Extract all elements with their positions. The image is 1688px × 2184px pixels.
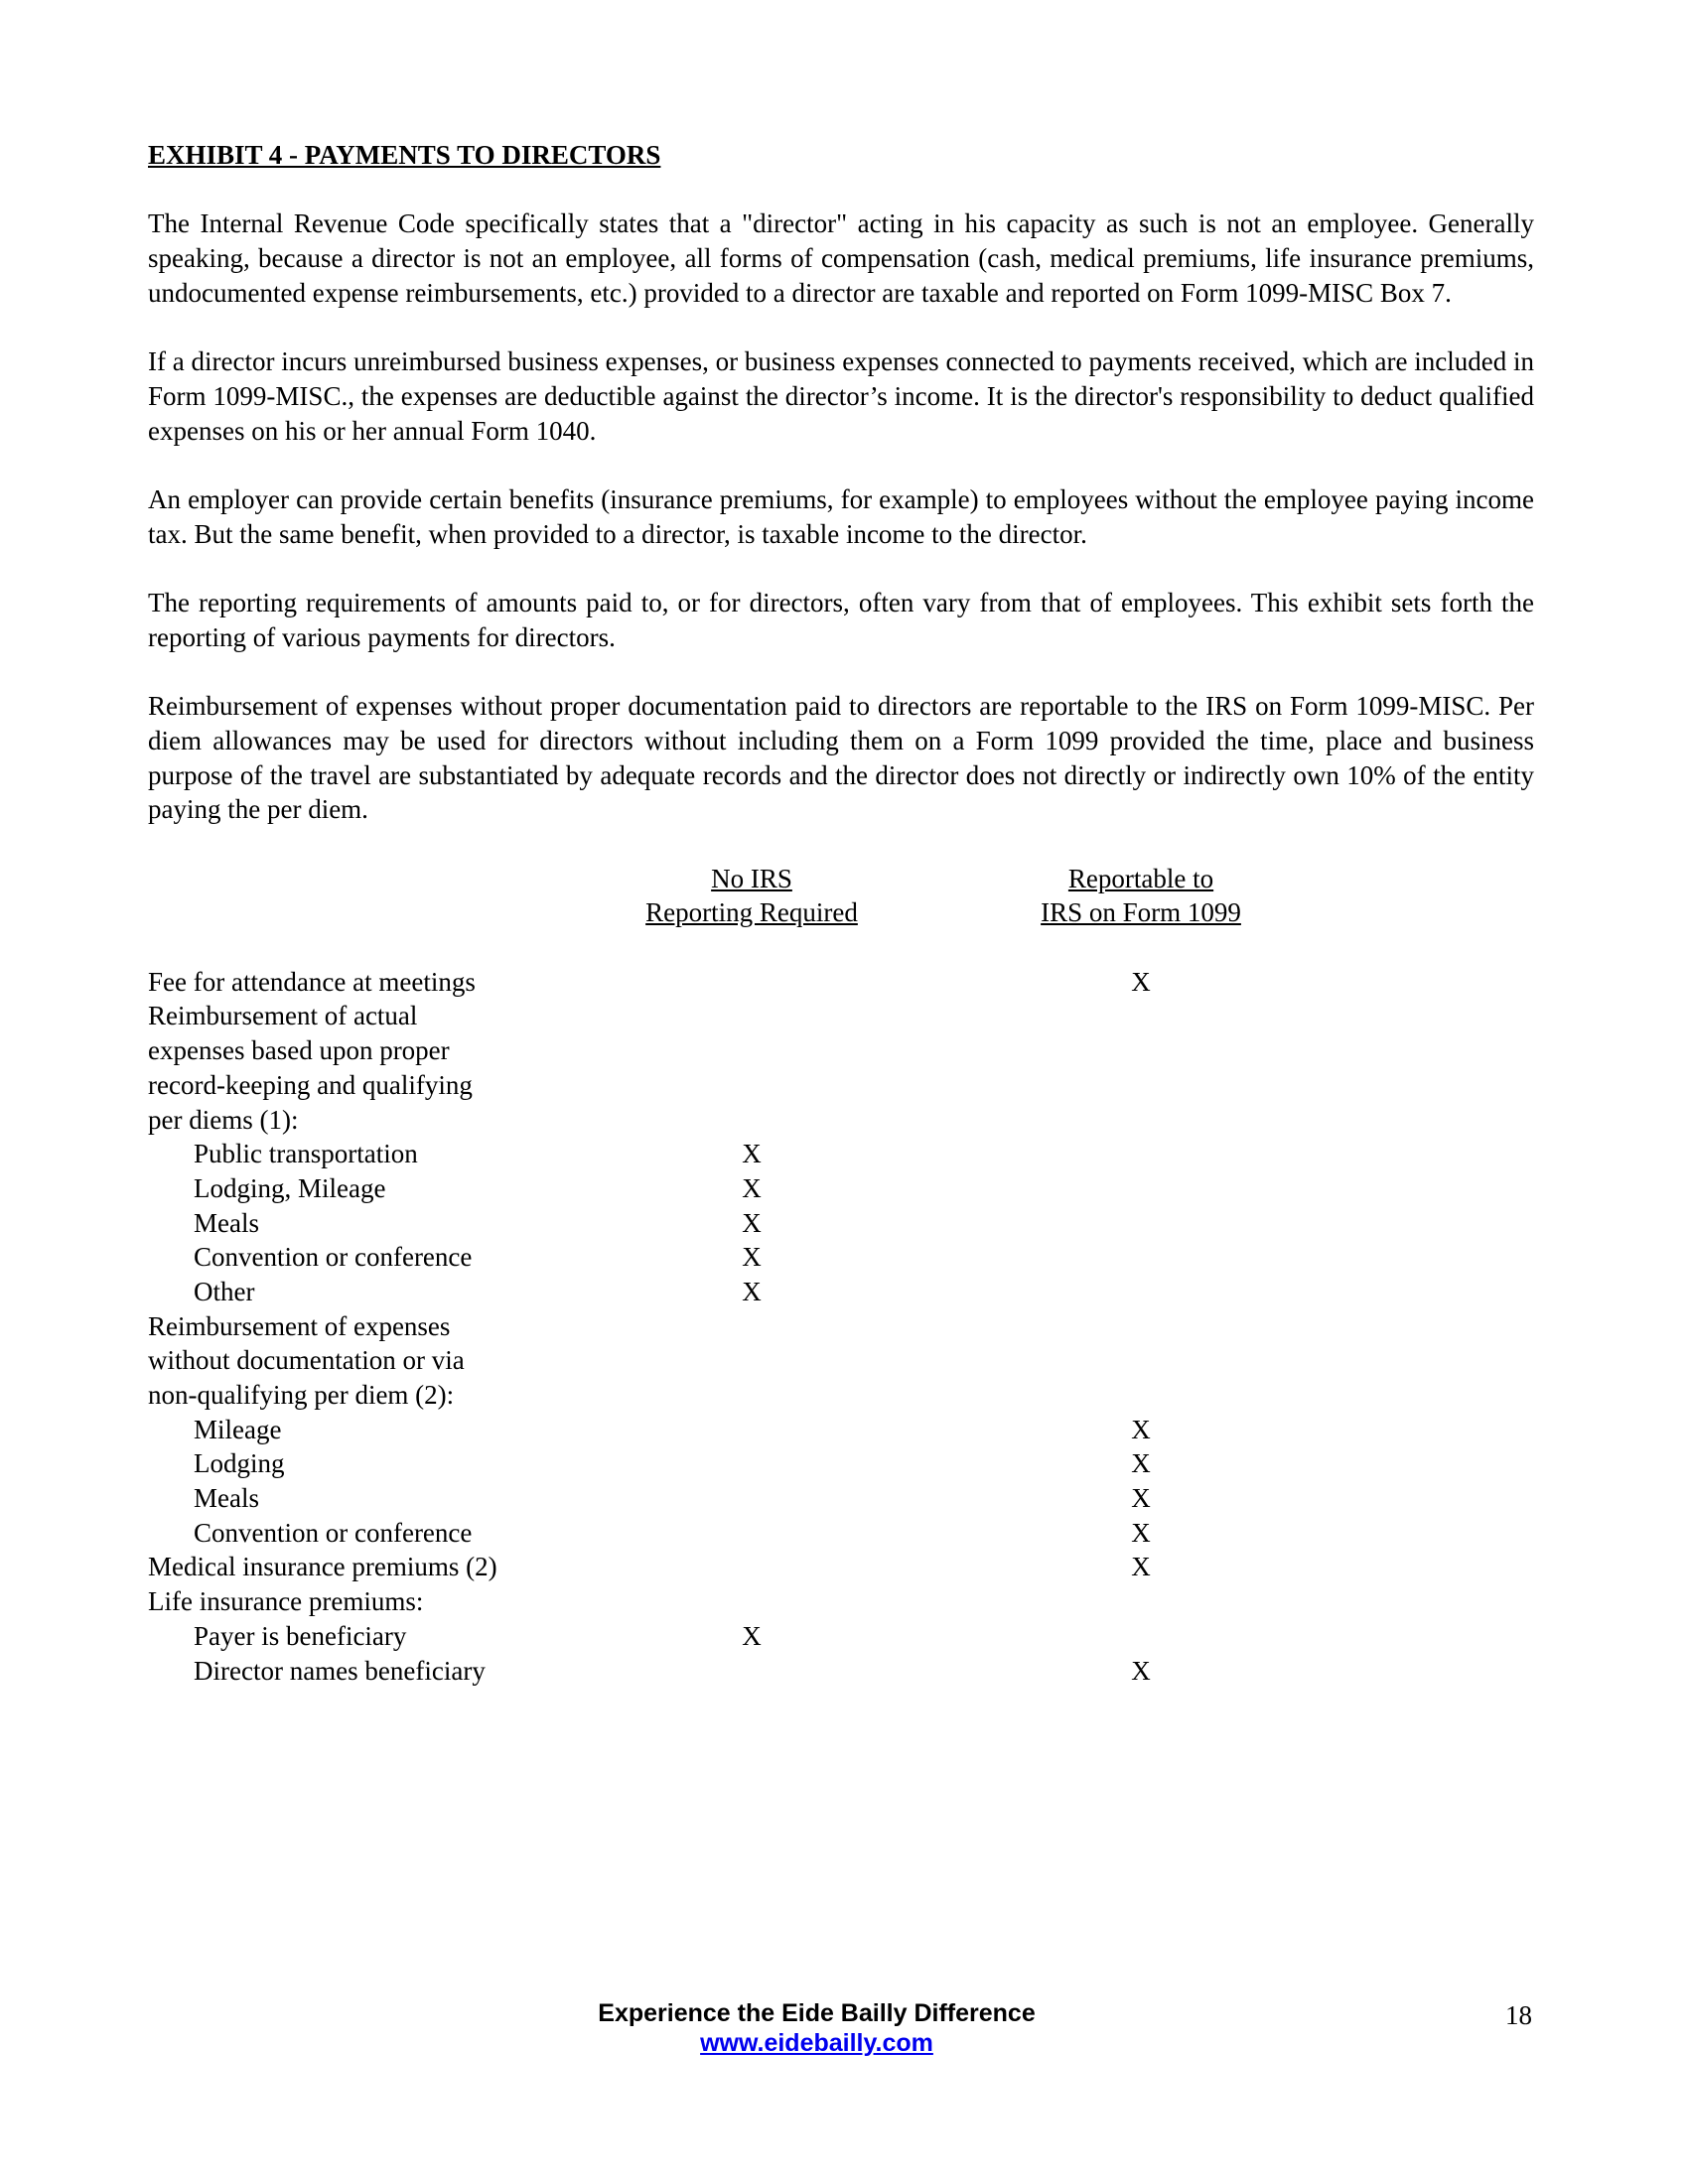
- row-label: Other: [194, 1276, 255, 1306]
- table-row: [148, 1481, 1534, 1516]
- exhibit-title: EXHIBIT 4 - PAYMENTS TO DIRECTORS: [148, 140, 661, 170]
- row-label: Life insurance premiums:: [148, 1586, 424, 1617]
- table-row: [148, 1378, 1534, 1413]
- row-label: Public transportation: [194, 1139, 418, 1169]
- reportable-mark: X: [1131, 966, 1151, 997]
- paragraph: If a director incurs unreimbursed business expenses, or business expenses connected to payments received, which are included in Form 1099-MISC., the expenses are deductible against the director’s income. It is the director's responsibility to deduct qualified expenses on his or her annual Form 1040.: [148, 346, 1534, 446]
- header-no-irs: [553, 862, 950, 930]
- header-reportable: [942, 862, 1339, 930]
- reportable-mark: X: [1131, 1448, 1151, 1479]
- row-label: Payer is beneficiary: [194, 1620, 407, 1651]
- header-line: Reportable to: [1067, 863, 1214, 893]
- row-label: record-keeping and qualifying: [148, 1069, 473, 1100]
- reportable-mark: X: [1131, 1552, 1151, 1582]
- table-row: [148, 1619, 1534, 1654]
- reportable-mark: X: [1131, 1483, 1151, 1514]
- paragraph: An employer can provide certain benefits (insurance premiums, for example) to employees without the employee paying income tax. But the same benefit, when provided to a director, is taxable income to the director.: [148, 483, 1534, 549]
- row-label: expenses based upon proper: [148, 1035, 450, 1066]
- table-row: [148, 1171, 1534, 1206]
- no-irs-mark: X: [742, 1207, 762, 1238]
- no-irs-mark: X: [742, 1620, 762, 1651]
- row-label: non-qualifying per diem (2):: [148, 1380, 455, 1410]
- row-label: Reimbursement of expenses: [148, 1310, 451, 1341]
- table-row: [148, 999, 1534, 1033]
- no-irs-mark: X: [742, 1139, 762, 1169]
- header-line: No IRS: [711, 863, 792, 893]
- row-label: Convention or conference: [194, 1242, 473, 1273]
- payments-table: [148, 965, 1534, 1688]
- table-row: [148, 1446, 1534, 1481]
- table-row: [148, 1413, 1534, 1447]
- no-irs-mark: X: [742, 1172, 762, 1203]
- paragraph: Reimbursement of expenses without proper documentation paid to directors are reportable to the IRS on Form 1099-MISC. Per diem allowances may be used for directors without including them on a Form 1099 provided the time, place and business purpose of the travel are substantiated by adequate records and the director does not directly or indirectly own 10% of the entity paying the per diem.: [148, 691, 1534, 825]
- table-row: [148, 1275, 1534, 1309]
- table-row: [148, 1516, 1534, 1551]
- table-row: [148, 1137, 1534, 1171]
- footer-website-link[interactable]: www.eidebailly.com: [700, 2029, 933, 2057]
- row-label: per diems (1):: [148, 1104, 299, 1135]
- reportable-mark: X: [1131, 1414, 1151, 1444]
- reportable-mark: X: [1131, 1655, 1151, 1686]
- page-number: 18: [1505, 2000, 1532, 2030]
- row-label: without documentation or via: [148, 1345, 465, 1376]
- row-label: Lodging, Mileage: [194, 1172, 386, 1203]
- table-row: [148, 1343, 1534, 1378]
- table-row: [148, 1309, 1534, 1344]
- row-label: Lodging: [194, 1448, 285, 1479]
- row-label: Meals: [194, 1207, 259, 1238]
- row-label: Medical insurance premiums (2): [148, 1552, 497, 1582]
- table-row: [148, 1584, 1534, 1619]
- no-irs-mark: X: [742, 1276, 762, 1306]
- no-irs-mark: X: [742, 1242, 762, 1273]
- reportable-mark: X: [1131, 1517, 1151, 1548]
- document-body: [148, 138, 1534, 1688]
- table-row: [148, 1068, 1534, 1103]
- paragraph: The Internal Revenue Code specifically states that a "director" acting in his capacity as such is not an employee. Generally speaking, because a director is not an employee, all forms of compensation (cash, medical premiums, life insurance premiums, undocumented expense reimbursements, etc.) provided to a director are taxable and reported on Form 1099-MISC Box 7.: [148, 208, 1534, 308]
- row-label: Mileage: [194, 1414, 282, 1444]
- table-row: [148, 1240, 1534, 1275]
- paragraph: The reporting requirements of amounts paid to, or for directors, often vary from that of employees. This exhibit sets forth the reporting of various payments for directors.: [148, 588, 1534, 652]
- row-label: Director names beneficiary: [194, 1655, 486, 1686]
- table-row: [148, 1654, 1534, 1689]
- table-row: [148, 1033, 1534, 1068]
- table-row: [148, 965, 1534, 1000]
- row-label: Fee for attendance at meetings: [148, 966, 476, 997]
- header-line: IRS on Form 1099: [1041, 897, 1241, 928]
- footer-tagline: Experience the Eide Bailly Difference: [598, 1999, 1036, 2027]
- row-label: Meals: [194, 1483, 259, 1514]
- table-row: [148, 1206, 1534, 1241]
- row-label: Reimbursement of actual: [148, 1001, 418, 1031]
- table-header: [148, 862, 1534, 930]
- table-row: [148, 1103, 1534, 1138]
- row-label: Convention or conference: [194, 1517, 473, 1548]
- table-row: [148, 1550, 1534, 1584]
- header-line: Reporting Required: [645, 897, 858, 928]
